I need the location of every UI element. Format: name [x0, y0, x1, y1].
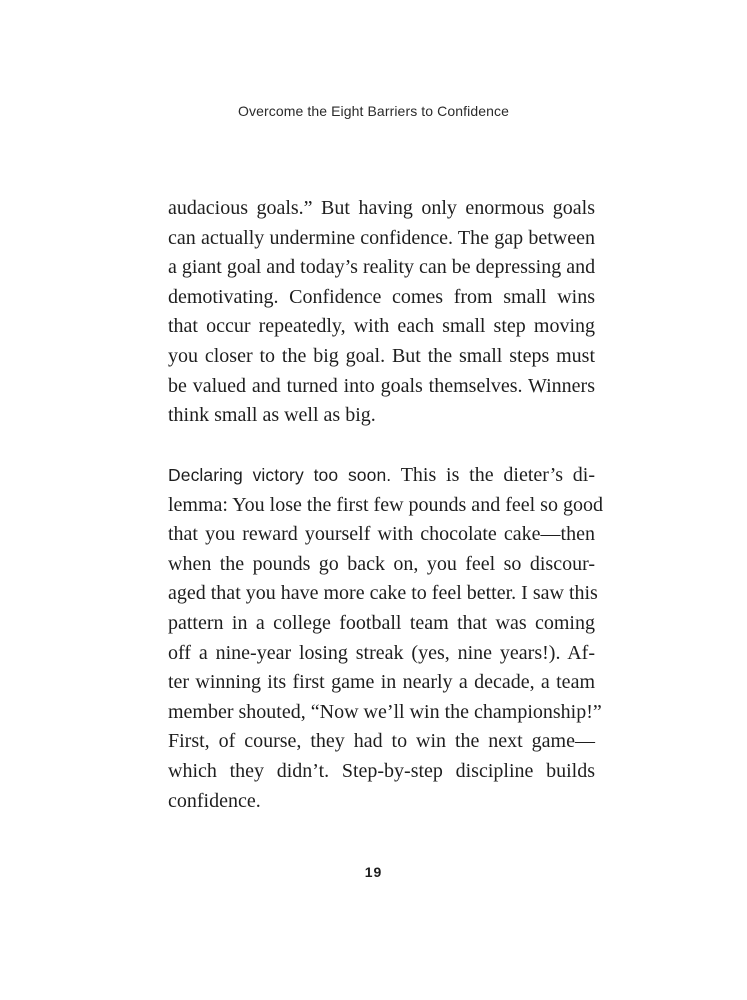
text-line: pattern in a college football team that was coming	[168, 611, 595, 634]
text-line: when the pounds go back on, you feel so discour-	[168, 552, 595, 575]
text-line-first	[168, 461, 595, 491]
text-line: confidence.	[168, 789, 261, 812]
text-line-rest: This is the dieter’s di-	[391, 464, 596, 486]
text-line: demotivating. Confidence comes from small wins	[168, 285, 595, 308]
text-line: be valued and turned into goals themselves. Winners	[168, 374, 595, 397]
text-line: aged that you have more cake to feel better. I saw this	[168, 582, 598, 605]
text-line: that you reward yourself with chocolate cake—then	[168, 523, 595, 546]
text-line: you closer to the big goal. But the small steps must	[168, 344, 595, 367]
text-line: ter winning its first game in nearly a decade, a team	[168, 671, 595, 694]
text-line: can actually undermine confidence. The gap between	[168, 226, 595, 249]
page-number: 19	[364, 864, 383, 880]
text-line: a giant goal and today’s reality can be depressing and	[168, 256, 596, 279]
text-line: off a nine-year losing streak (yes, nine years!). Af-	[168, 641, 595, 664]
running-header: Overcome the Eight Barriers to Confidence	[237, 103, 509, 119]
text-line: that occur repeatedly, with each small step moving	[168, 315, 595, 338]
text-line: First, of course, they had to win the next game—	[168, 730, 595, 753]
text-line: lemma: You lose the first few pounds and feel so good	[168, 493, 603, 516]
paragraph-2	[168, 461, 603, 816]
text-line: which they didn’t. Step-by-step discipline builds	[168, 759, 595, 782]
text-line: audacious goals.” But having only enormous goals	[168, 197, 595, 219]
text-line: think small as well as big.	[168, 404, 376, 427]
paragraph-1	[168, 194, 595, 431]
text-line: member shouted, “Now we’ll win the championship!”	[168, 700, 602, 723]
run-in-heading: Declaring victory too soon.	[168, 465, 392, 485]
